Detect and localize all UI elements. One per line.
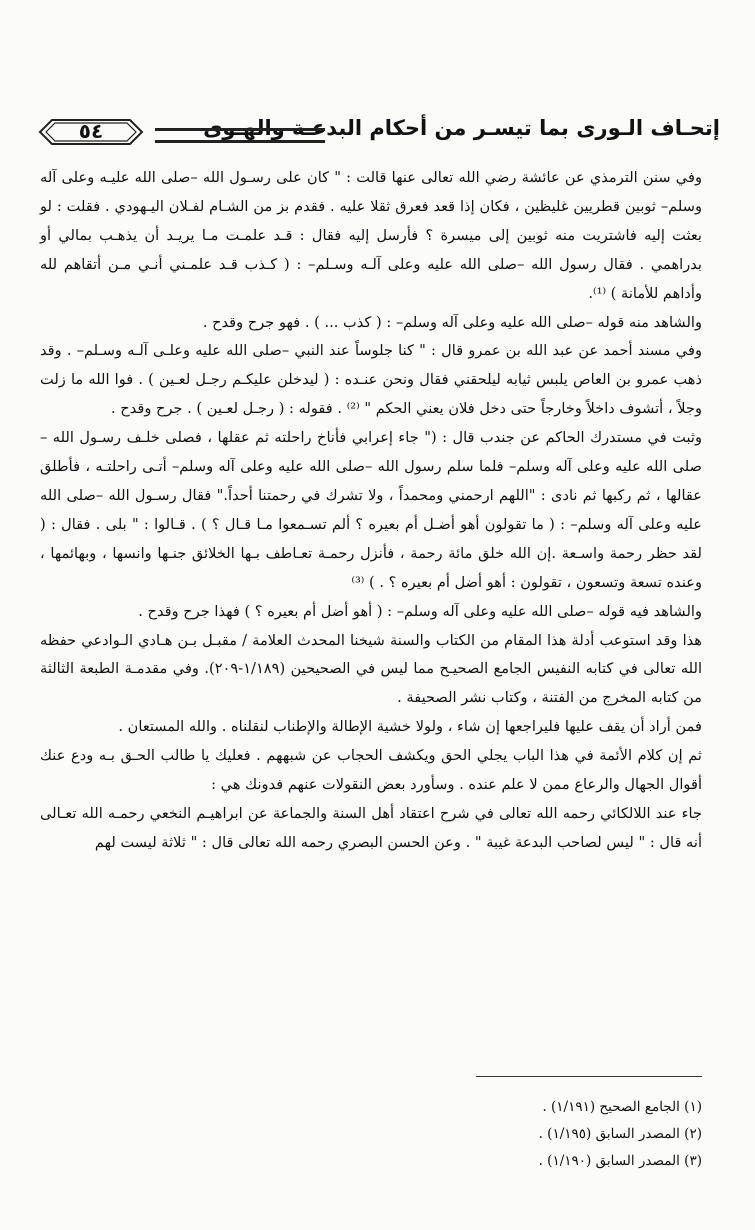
footnote: (٢) المصدر السابق (١/١٩٥) .	[538, 1126, 702, 1142]
book-title: إتحـاف الـورى بما تيسـر من أحكام البدعـة والهـوى	[203, 116, 720, 140]
paragraph: وفي مسند أحمد عن عبد الله بن عمرو قال : " كنا جلوساً عند النبي –صلى الله عليه وعلـى آلـه وسـلم– . وقد ذهب عمرو بن العاص يلبس ثيابه ليلحقني فقال ونحن عنـده : ( ليدخلن عليكـم رجـل لعـين ) . فوا الله ما زلت وجلاً ، أتشوف داخلاً وخارجاً حتى دخل فلان يعني الحكم " ⁽²⁾ . فقوله : ( رجـل لعـين ) . جرح وقدح .	[40, 342, 702, 418]
paragraph: وفي سنن الترمذي عن عائشة رضي الله تعالى عنها قالت : " كان على رسـول الله –صلى الله عليـه وعلى آله وسلم– ثوبين قطريين غليظين ، فكان إذا قعد فعرق ثقلا عليه . فقدم بز من الشـام لفـلان اليـهودي . فقلت : لو بعثت إليه فاشتريت منه ثوبين إلى ميسرة ؟ فأرسل إليه فقال : قـد علمـت مـا يريـد أن يذهـب بمالي أو بدراهمي . فقال رسول الله –صلى الله عليه وعلى آلـه وسـلم– : ( كـذب قـد علمـني أنـي مـن أتقاهم لله وأداهم للأمانة ) ⁽¹⁾.	[40, 169, 702, 302]
footnote-separator	[476, 1076, 702, 1077]
paragraph: جاء عند اللالكائي رحمه الله تعالى في شرح اعتقاد أهل السنة والجماعة عن ابراهيـم النخعي رحمـه الله تعـالى أنه قال : " ليس لصاحب البدعة غيبة " . وعن الحسن البصري رحمه الله تعالى قال : " ثلاثة ليست لهم	[40, 804, 702, 851]
page-number: ٥٤	[78, 119, 104, 143]
footnotes	[40, 1094, 702, 1175]
header-rule	[155, 128, 325, 143]
footnote: (١) الجامع الصحيح (١/١٩١) .	[542, 1099, 702, 1115]
paragraph: فمن أراد أن يقف عليها فليراجعها إن شاء ، ولولا خشية الإطالة والإطناب لنقلناه . والله المستعان .	[118, 718, 702, 736]
paragraph: وثبت في مستدرك الحاكم عن جندب قال : (" جاء إعرابي فأناخ راحلته ثم عقلها ، فصلى خلـف رسـول الله –صلى الله عليه وعلى آله وسلم– فلما سلم رسول الله –صلى الله عليه وعلى آله وسلم– أتـى راحلتـه ، فأطلق عقالها ، ثم ركبها ثم نادى : "اللهم ارحمني ومحمداً ، ولا تشرك في رحمتنا أحداً." فقال رسـول الله –صلى الله عليه وعلى آله وسلم– : ( ما تقولون أهو أضـل أم بعيره ؟ ألم تسـمعوا مـا قـال ؟ ) . قـالوا : " بلى . فقال : ( لقد حظر رحمة واسـعة .إن الله خلق مائة رحمة ، فأنزل رحمـة تعـاطف بـها الخلائق جنـها وانسها ، وبهائمها ، وعنده تسعة وتسعون ، تقولون : أهو أضل أم بعيره ؟ . ) ⁽³⁾	[40, 429, 702, 591]
main-text	[40, 164, 702, 858]
paragraph: والشاهد فيه قوله –صلى الله عليه وعلى آله وسلم– : ( أهو أضل أم بعيره ؟ ) فهذا جرح وقدح .	[138, 602, 702, 620]
paragraph: ثم إن كلام الأئمة في هذا الباب يجلي الحق ويكشف الحجاب عن شبههم . فعليك يا طالب الحـق بـه ودع عنك أقوال الجهال والرعاع ممن لا علم عنده . وسأورد بعض النقولات عنهم فدونك هي :	[40, 747, 702, 794]
footnote: (٣) المصدر السابق (١/١٩٠) .	[538, 1153, 702, 1169]
page-number-badge	[38, 116, 144, 148]
page-header	[30, 112, 720, 156]
paragraph: هذا وقد استوعب أدلة هذا المقام من الكتاب والسنة شيخنا المحدث العلامة / مقبـل بـن هـادي الـوادعي حفظه الله تعالى في كتابه النفيس الجامع الصحيـح مما ليس في الصحيحين (١/١٨٩-٢٠٩). وفي مقدمـة الطبعة الثالثة من كتابه المخرج من الفتنة ، وكتاب نشر الصحيفة .	[40, 631, 703, 707]
paragraph: والشاهد منه قوله –صلى الله عليه وعلى آله وسلم– : ( كذب ... ) . فهو جرح وقدح .	[202, 313, 702, 331]
